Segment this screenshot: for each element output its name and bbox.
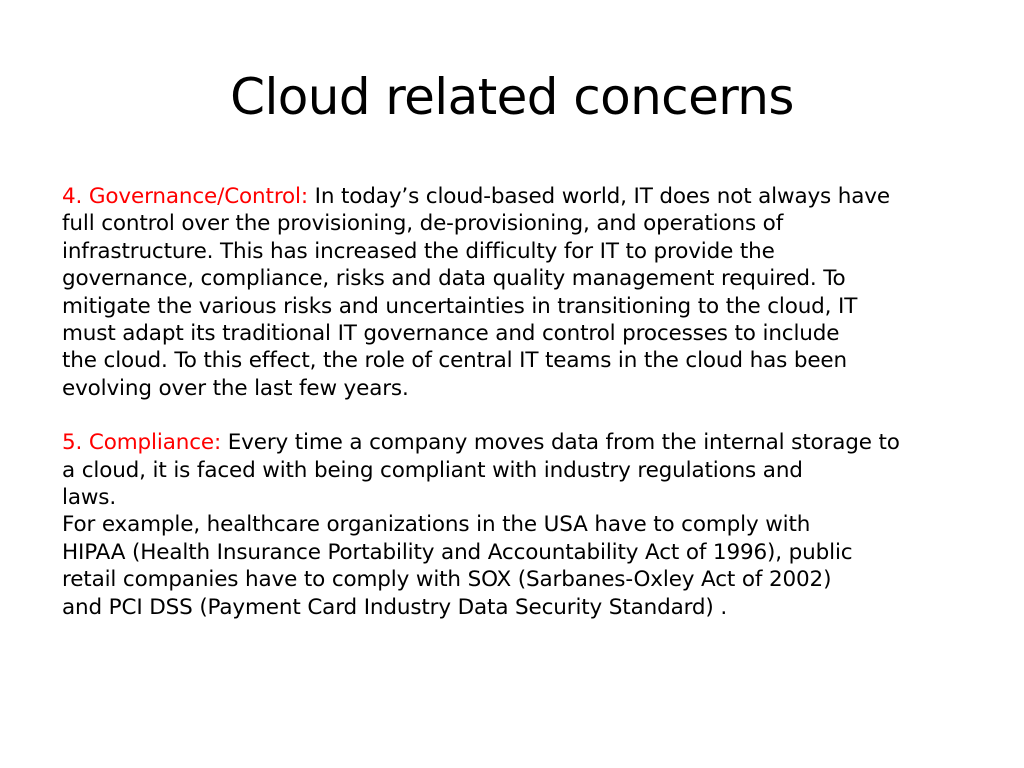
concern-label: 4. Governance/Control: bbox=[62, 184, 308, 209]
concern-text-line: evolving over the last few years. bbox=[62, 375, 409, 401]
concern-text-line: For example, healthcare organizations in the USA have to comply with bbox=[62, 512, 811, 538]
concern-text-line: laws. bbox=[62, 485, 117, 511]
concern-text-line: Every time a company moves data from the internal storage to bbox=[227, 430, 900, 456]
concern-compliance bbox=[62, 429, 982, 621]
concern-text-line: retail companies have to comply with SOX (Sarbanes-Oxley Act of 2002) bbox=[62, 567, 832, 593]
concern-text-line: full control over the provisioning, de-provisioning, and operations of bbox=[62, 211, 784, 237]
concern-governance-control bbox=[62, 183, 982, 402]
concern-text-line: In today’s cloud-based world, IT does not always have bbox=[314, 184, 890, 209]
concern-text-line: and PCI DSS (Payment Card Industry Data Security Standard) . bbox=[62, 594, 728, 620]
slide-content bbox=[62, 183, 982, 621]
slide-title: Cloud related concerns bbox=[230, 68, 794, 126]
concern-text-line: mitigate the various risks and uncertainties in transitioning to the cloud, IT bbox=[62, 293, 858, 319]
concern-text-line: the cloud. To this effect, the role of central IT teams in the cloud has been bbox=[62, 348, 847, 374]
concern-label: 5. Compliance: bbox=[62, 430, 222, 456]
concern-text-line: must adapt its traditional IT governance and control processes to include bbox=[62, 321, 840, 347]
concern-text-line: HIPAA (Health Insurance Portability and Accountability Act of 1996), public bbox=[62, 539, 853, 565]
concern-text-line: a cloud, it is faced with being compliant with industry regulations and bbox=[62, 457, 803, 483]
concern-text-line: governance, compliance, risks and data quality management required. To bbox=[62, 266, 846, 292]
concern-text-line: infrastructure. This has increased the difficulty for IT to provide the bbox=[62, 238, 775, 264]
